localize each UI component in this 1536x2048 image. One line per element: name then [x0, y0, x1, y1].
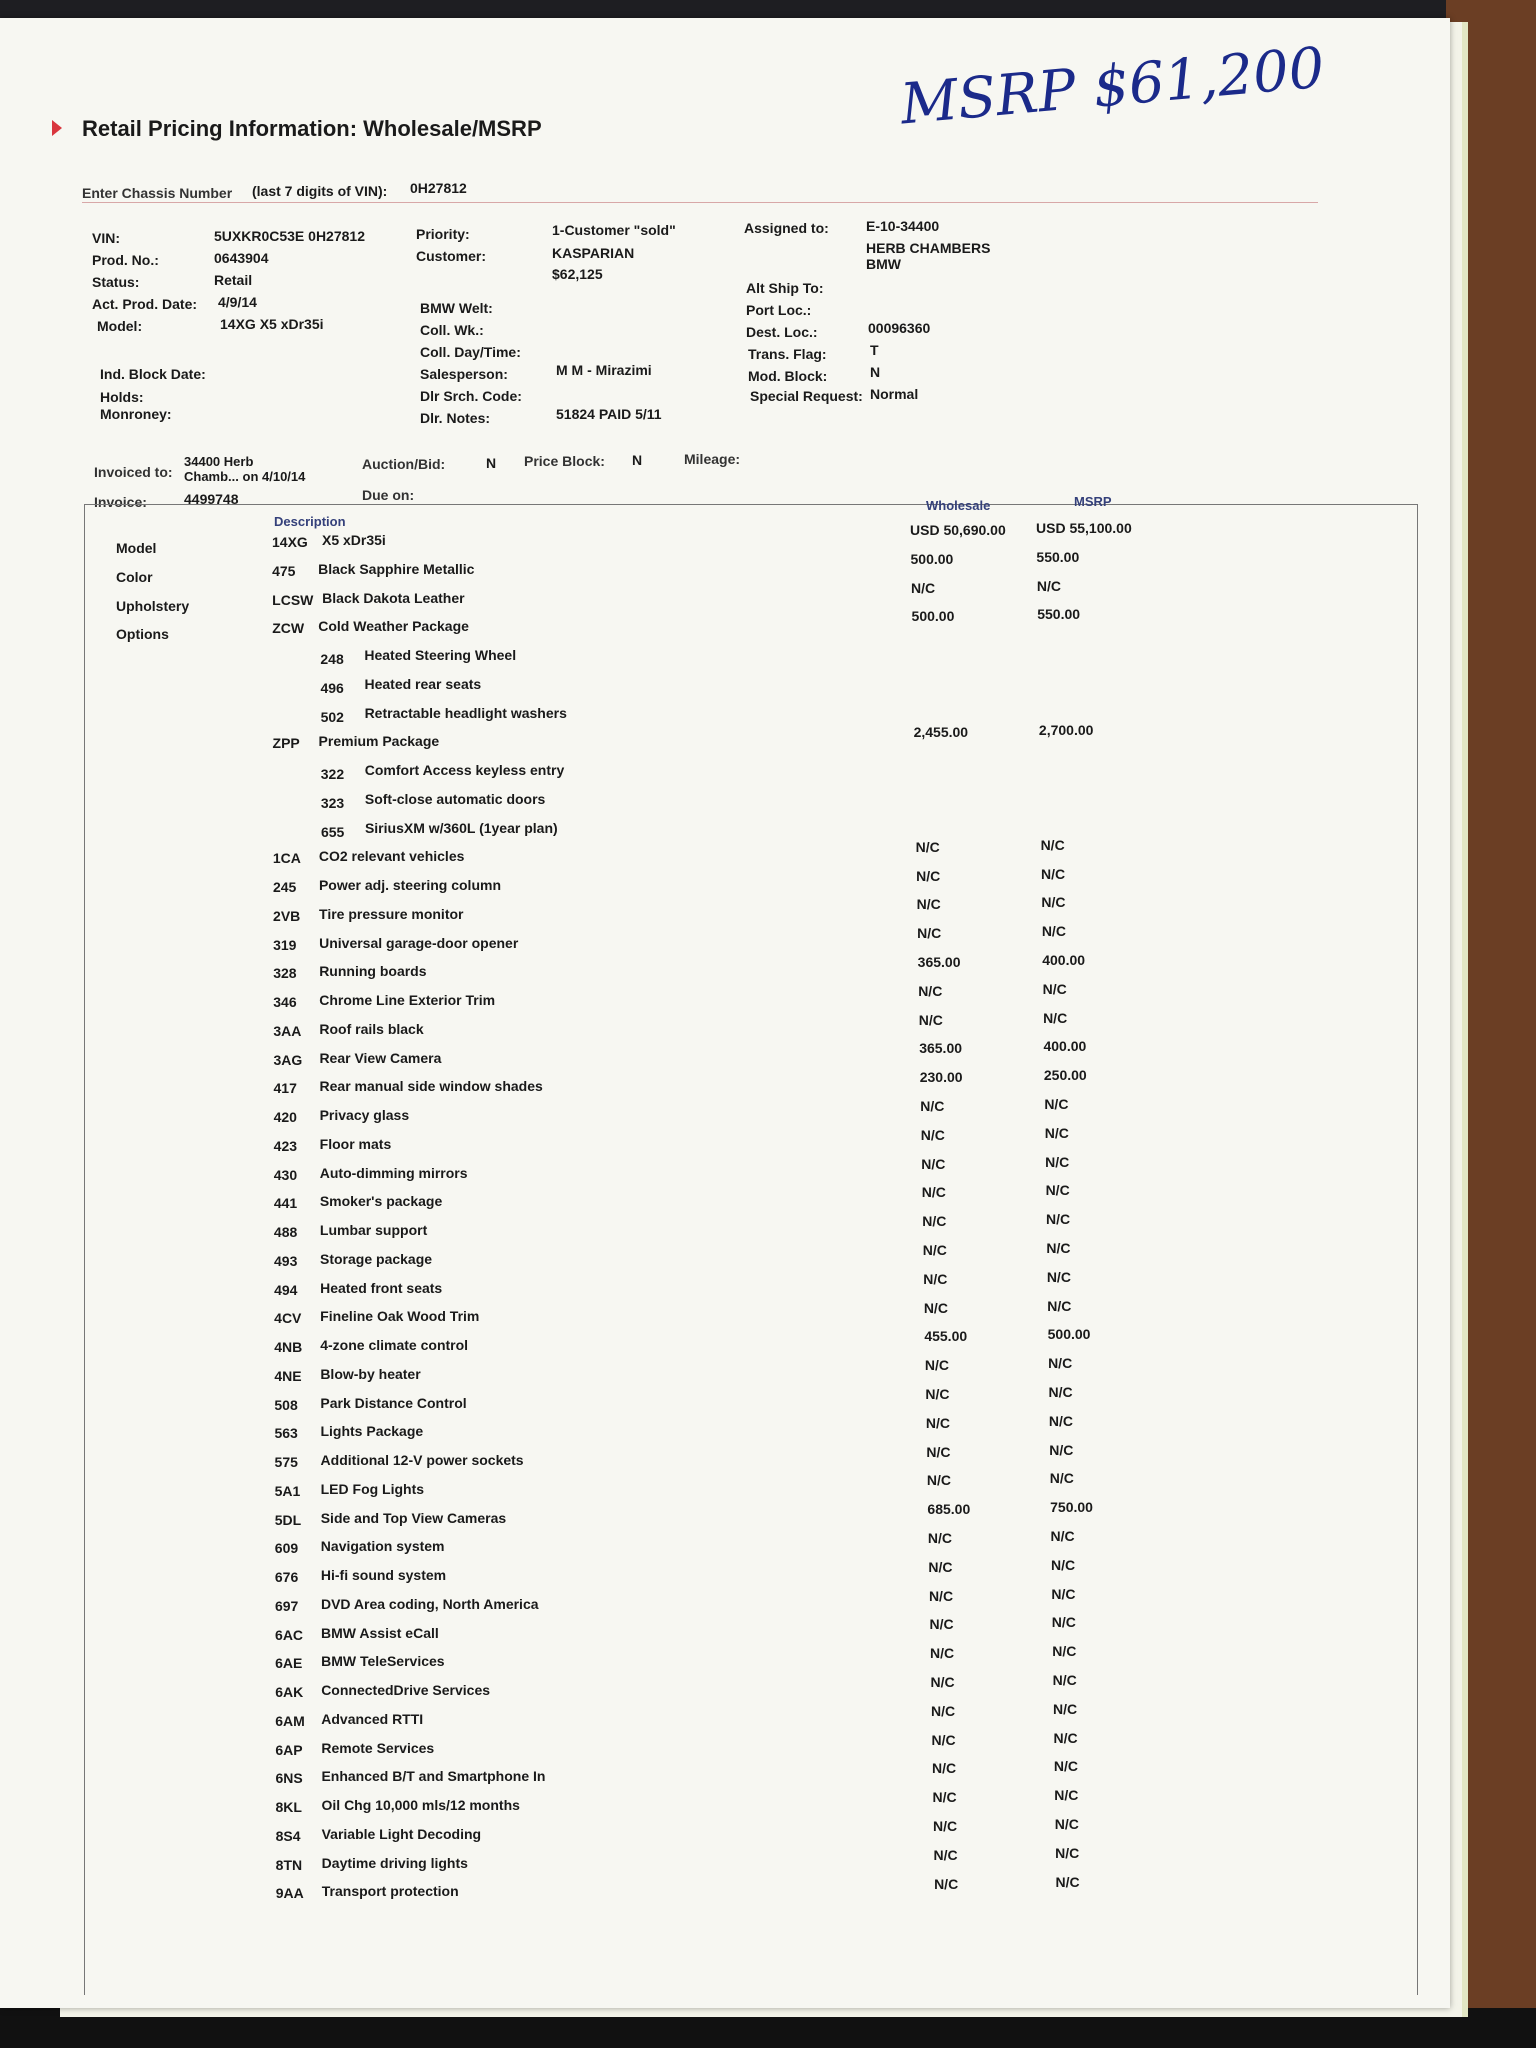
row-msrp-value: 550.00 [1037, 606, 1081, 623]
model-value: 14XG X5 xDr35i [220, 316, 324, 332]
row-option-code: LCSW [272, 591, 314, 608]
row-msrp-value: N/C [1045, 1153, 1070, 1170]
row-description: Heated Steering Wheel [364, 647, 517, 663]
row-description: Comfort Access keyless entry [364, 762, 565, 778]
row-wholesale-value: N/C [932, 1789, 957, 1806]
row-option-code: 563 [274, 1425, 298, 1442]
row-wholesale-value: N/C [921, 1184, 946, 1201]
row-wholesale-value: N/C [917, 925, 942, 942]
row-category: Color [116, 568, 153, 585]
row-msrp-value: N/C [1041, 923, 1066, 940]
dlr-notes-value: 51824 PAID 5/11 [556, 406, 662, 422]
row-wholesale-value: N/C [918, 1011, 943, 1028]
row-wholesale-value: N/C [929, 1645, 955, 1662]
dlr-notes-label: Dlr. Notes: [420, 410, 491, 426]
row-description: Roof rails black [319, 1020, 424, 1037]
row-msrp-value: N/C [1048, 1384, 1073, 1400]
row-wholesale-value: N/C [928, 1558, 953, 1575]
row-msrp-value: N/C [1053, 1700, 1078, 1717]
assigned-line-1: E-10-34400 [866, 218, 940, 234]
row-wholesale-value: N/C [915, 838, 940, 855]
row-option-code: 8KL [275, 1799, 302, 1815]
row-msrp-value: N/C [1048, 1355, 1073, 1372]
row-option-code: 4CV [274, 1310, 302, 1327]
row-description: CO2 relevant vehicles [318, 848, 465, 865]
row-description: Heated rear seats [364, 675, 482, 692]
coll-wk-label: Coll. Wk.: [420, 322, 484, 338]
row-description: Transport protection [321, 1883, 459, 1900]
row-msrp-value: N/C [1049, 1441, 1074, 1458]
status-label: Status: [92, 274, 140, 290]
priority-label: Priority: [416, 226, 470, 242]
row-wholesale-value: N/C [929, 1616, 954, 1633]
red-arrow-icon [52, 120, 62, 136]
row-description: X5 xDr35i [322, 532, 386, 548]
row-description: Premium Package [318, 733, 440, 750]
row-msrp-value: 2,700.00 [1038, 721, 1094, 738]
header-divider [82, 202, 1318, 203]
row-wholesale-value: 500.00 [910, 550, 954, 567]
col-header-msrp: MSRP [1074, 494, 1112, 509]
salesperson-label: Salesperson: [420, 366, 508, 382]
row-description: Heated front seats [320, 1279, 443, 1296]
row-option-code: 417 [273, 1080, 297, 1097]
row-msrp-value: 500.00 [1047, 1326, 1091, 1343]
trans-flag-value: T [870, 342, 879, 358]
port-loc-label: Port Loc.: [746, 302, 812, 318]
row-description: BMW Assist eCall [321, 1624, 439, 1641]
row-description: Black Sapphire Metallic [318, 560, 475, 577]
row-msrp-value: N/C [1044, 1124, 1069, 1141]
row-category: Model [116, 540, 157, 556]
prod-label: Prod. No.: [92, 252, 159, 268]
row-msrp-value: N/C [1051, 1614, 1076, 1631]
row-msrp-value: N/C [1052, 1643, 1077, 1660]
salesperson-value: M M - Mirazimi [556, 362, 652, 378]
row-wholesale-value: N/C [923, 1270, 948, 1287]
status-value: Retail [214, 272, 253, 288]
row-description: DVD Area coding, North America [320, 1595, 539, 1612]
row-description: Variable Light Decoding [321, 1825, 482, 1842]
row-description: Enhanced B/T and Smartphone In [321, 1768, 546, 1785]
price-block-value: N [632, 452, 643, 468]
col-header-description: Description [274, 514, 346, 529]
row-option-code: 3AG [273, 1051, 303, 1068]
row-option-code: 441 [273, 1195, 298, 1212]
act-prod-date-value: 4/9/14 [218, 294, 257, 310]
mod-block-value: N [870, 364, 881, 380]
row-msrp-value: N/C [1048, 1412, 1074, 1429]
row-wholesale-value: 2,455.00 [913, 723, 969, 740]
holds-label: Holds: [100, 389, 144, 405]
row-description: Oil Chg 10,000 mls/12 months [321, 1797, 520, 1813]
auction-bid-label: Auction/Bid: [362, 456, 446, 472]
row-option-code: 6NS [275, 1770, 303, 1787]
assigned-line-3: BMW [866, 256, 901, 272]
row-option-code: 575 [274, 1454, 298, 1470]
row-description: Floor mats [319, 1135, 392, 1152]
row-wholesale-value: N/C [924, 1357, 949, 1374]
row-wholesale-value: N/C [933, 1846, 958, 1863]
ind-block-date-label: Ind. Block Date: [100, 366, 206, 382]
row-msrp-value: N/C [1050, 1528, 1075, 1544]
special-request-value: Normal [870, 386, 919, 402]
special-request-label: Special Request: [750, 388, 863, 404]
row-description: Power adj. steering column [318, 877, 501, 893]
row-option-code: 6AE [275, 1655, 303, 1672]
row-option-code: 676 [274, 1569, 299, 1585]
row-wholesale-value: N/C [920, 1098, 945, 1114]
row-wholesale-value: N/C [925, 1414, 950, 1431]
row-description: Tire pressure monitor [319, 905, 464, 922]
row-option-code: 2VB [273, 907, 301, 924]
row-option-code: 14XG [272, 534, 308, 550]
row-option-code: 346 [273, 994, 297, 1010]
row-description: Privacy glass [319, 1107, 410, 1123]
dest-loc-label: Dest. Loc.: [746, 324, 818, 340]
row-msrp-value: 250.00 [1043, 1067, 1087, 1084]
row-option-code: 8TN [275, 1856, 303, 1873]
row-description: Lumbar support [319, 1222, 428, 1238]
row-option-code: ZPP [272, 735, 300, 752]
row-description: SiriusXM w/360L (1year plan) [364, 819, 558, 836]
row-msrp-value: N/C [1054, 1816, 1079, 1832]
trans-flag-label: Trans. Flag: [748, 346, 827, 362]
chassis-value: 0H27812 [410, 180, 467, 196]
row-msrp-value: N/C [1046, 1240, 1071, 1256]
row-msrp-value: N/C [1049, 1470, 1074, 1487]
row-description: Black Dakota Leather [322, 589, 465, 606]
row-option-code: 697 [274, 1597, 299, 1614]
row-msrp-value: N/C [1043, 1009, 1068, 1026]
row-wholesale-value: 230.00 [919, 1069, 963, 1086]
row-wholesale-value: N/C [921, 1155, 946, 1172]
row-option-code: 423 [273, 1137, 298, 1154]
row-description: Cold Weather Package [318, 618, 469, 635]
row-wholesale-value: N/C [926, 1443, 951, 1460]
dest-loc-value: 00096360 [868, 320, 931, 336]
row-option-code: 5DL [274, 1511, 302, 1528]
model-label: Model: [97, 318, 143, 334]
row-option-code: 5A1 [274, 1482, 301, 1499]
customer-label: Customer: [416, 248, 487, 264]
assigned-line-2: HERB CHAMBERS [866, 240, 991, 256]
row-option-code: 328 [273, 965, 297, 982]
row-wholesale-value: N/C [916, 896, 941, 913]
row-wholesale-value: N/C [933, 1818, 958, 1834]
row-msrp-value: N/C [1042, 980, 1067, 997]
row-option-code: 248 [320, 651, 344, 667]
row-option-code: 502 [320, 708, 344, 725]
customer-value: KASPARIAN [552, 245, 635, 261]
row-msrp-value: N/C [1053, 1729, 1078, 1746]
row-option-code: 508 [274, 1396, 298, 1413]
prod-value: 0643904 [214, 250, 269, 266]
row-msrp-value: N/C [1045, 1211, 1071, 1228]
row-wholesale-value: N/C [930, 1674, 955, 1690]
row-msrp-value: 550.00 [1036, 548, 1080, 565]
row-msrp-value: N/C [1055, 1873, 1080, 1890]
row-msrp-value: N/C [1041, 894, 1066, 911]
row-wholesale-value: N/C [922, 1213, 947, 1230]
row-description: Universal garage-door opener [319, 934, 519, 951]
col-header-wholesale: Wholesale [926, 498, 991, 513]
row-msrp-value: N/C [1047, 1297, 1072, 1314]
row-category: Options [116, 626, 169, 643]
row-description: Retractable headlight washers [364, 704, 567, 721]
row-option-code: 6AC [275, 1626, 304, 1643]
document-page [0, 18, 1450, 2008]
row-wholesale-value: 500.00 [911, 608, 955, 625]
row-msrp-value: N/C [1055, 1844, 1080, 1861]
row-option-code: 245 [272, 879, 297, 895]
row-option-code: 4NE [274, 1367, 302, 1384]
row-wholesale-value: N/C [930, 1702, 956, 1719]
row-description: Storage package [320, 1250, 433, 1267]
row-option-code: 475 [272, 562, 296, 579]
auction-bid-value: N [486, 455, 497, 471]
row-description: Advanced RTTI [321, 1710, 424, 1727]
row-option-code: 430 [273, 1166, 298, 1183]
row-option-code: ZCW [272, 620, 305, 637]
row-wholesale-value: N/C [922, 1242, 947, 1258]
row-msrp-value: N/C [1045, 1182, 1070, 1199]
customer-amount: $62,125 [552, 266, 603, 282]
row-description: Daytime driving lights [321, 1854, 468, 1871]
row-wholesale-value: N/C [925, 1386, 950, 1402]
row-description: 4-zone climate control [320, 1337, 469, 1353]
row-option-code: 323 [320, 794, 345, 811]
invoice-value: 4499748 [184, 491, 239, 507]
row-description: Park Distance Control [320, 1394, 467, 1411]
row-description: Remote Services [321, 1739, 435, 1756]
row-option-code: 609 [274, 1540, 299, 1557]
row-wholesale-value: 365.00 [917, 954, 961, 970]
row-option-code: 655 [320, 823, 345, 840]
row-description: Auto-dimming mirrors [319, 1164, 468, 1181]
row-wholesale-value: 455.00 [924, 1328, 968, 1345]
due-on-label: Due on: [362, 487, 415, 503]
row-description: Additional 12-V power sockets [320, 1452, 524, 1468]
handwritten-msrp-note: MSRP $61,200 [897, 35, 1327, 138]
row-description: Side and Top View Cameras [320, 1509, 507, 1526]
row-option-code: 6AP [275, 1741, 303, 1758]
row-option-code: 4NB [274, 1339, 303, 1355]
row-description: Running boards [319, 963, 427, 980]
chassis-hint: (last 7 digits of VIN): [252, 183, 388, 199]
row-msrp-value: N/C [1050, 1556, 1076, 1573]
act-prod-date-label: Act. Prod. Date: [92, 296, 198, 312]
row-msrp-value: N/C [1053, 1758, 1078, 1775]
row-option-code: 322 [320, 766, 345, 782]
row-option-code: 496 [320, 679, 344, 696]
row-option-code: 488 [273, 1224, 298, 1240]
row-msrp-value: USD 55,100.00 [1036, 520, 1132, 536]
row-msrp-value: N/C [1040, 865, 1066, 882]
row-description: Lights Package [320, 1423, 424, 1440]
row-wholesale-value: N/C [932, 1760, 957, 1777]
vin-value: 5UXKR0C53E 0H27812 [214, 228, 365, 244]
row-description: ConnectedDrive Services [321, 1682, 491, 1698]
row-description: Soft-close automatic doors [364, 790, 546, 807]
row-msrp-value: N/C [1052, 1672, 1077, 1688]
row-msrp-value: N/C [1044, 1096, 1069, 1112]
invoiced-to-line-2: Chamb... on 4/10/14 [184, 469, 306, 484]
dlr-srch-code-label: Dlr Srch. Code: [420, 388, 522, 404]
invoice-label: Invoice: [94, 494, 147, 510]
bmw-welt-label: BMW Welt: [420, 300, 493, 316]
row-description: Navigation system [320, 1538, 445, 1555]
row-option-code: 9AA [275, 1885, 304, 1902]
row-option-code: 493 [274, 1252, 298, 1269]
row-option-code: 420 [273, 1109, 297, 1125]
priority-value: 1-Customer "sold" [552, 222, 676, 238]
mileage-label: Mileage: [684, 451, 741, 467]
row-option-code: 494 [274, 1281, 298, 1298]
row-msrp-value: 750.00 [1050, 1499, 1093, 1516]
row-wholesale-value: N/C [926, 1472, 952, 1489]
row-wholesale-value: USD 50,690.00 [910, 522, 1006, 538]
row-msrp-value: 400.00 [1043, 1038, 1087, 1055]
row-description: Chrome Line Exterior Trim [319, 992, 496, 1008]
row-description: Fineline Oak Wood Trim [320, 1308, 480, 1325]
monroney-label: Monroney: [100, 406, 172, 422]
row-msrp-value: N/C [1054, 1787, 1079, 1804]
row-wholesale-value: 685.00 [927, 1501, 971, 1518]
row-wholesale-value: N/C [934, 1875, 959, 1892]
row-description: Rear View Camera [319, 1049, 442, 1066]
row-wholesale-value: N/C [931, 1731, 956, 1748]
row-wholesale-value: N/C [927, 1530, 953, 1546]
row-option-code: 6AK [275, 1684, 304, 1700]
row-wholesale-value: N/C [928, 1587, 954, 1604]
row-option-code: 6AM [275, 1712, 305, 1729]
row-option-code: 1CA [272, 850, 301, 867]
invoiced-to-label: Invoiced to: [94, 464, 173, 480]
assigned-label: Assigned to: [744, 220, 829, 236]
row-option-code: 8S4 [275, 1827, 301, 1844]
invoiced-to-line-1: 34400 Herb [184, 454, 254, 469]
row-description: Smoker's package [319, 1193, 443, 1210]
row-msrp-value: N/C [1046, 1268, 1071, 1285]
row-description: LED Fog Lights [320, 1480, 425, 1497]
chassis-label: Enter Chassis Number [82, 185, 233, 201]
row-msrp-value: 400.00 [1042, 952, 1086, 968]
page-title: Retail Pricing Information: Wholesale/MSRP [82, 116, 542, 141]
mod-block-label: Mod. Block: [748, 368, 828, 384]
row-description: BMW TeleServices [321, 1653, 445, 1670]
row-wholesale-value: N/C [923, 1299, 948, 1316]
row-wholesale-value: N/C [920, 1126, 945, 1143]
row-description: Hi-fi sound system [320, 1567, 447, 1583]
row-category: Upholstery [116, 597, 190, 614]
row-msrp-value: N/C [1036, 577, 1061, 594]
row-description: Rear manual side window shades [319, 1078, 543, 1095]
row-msrp-value: N/C [1051, 1585, 1076, 1602]
row-wholesale-value: 365.00 [919, 1040, 963, 1057]
price-block-label: Price Block: [524, 453, 605, 469]
alt-ship-label: Alt Ship To: [746, 280, 824, 296]
row-wholesale-value: N/C [916, 867, 941, 884]
row-msrp-value: N/C [1040, 836, 1065, 853]
row-wholesale-value: N/C [918, 982, 943, 999]
coll-day-label: Coll. Day/Time: [420, 344, 521, 360]
row-wholesale-value: N/C [911, 579, 936, 596]
row-option-code: 319 [273, 936, 297, 953]
vin-label: VIN: [92, 230, 120, 246]
row-option-code: 3AA [273, 1022, 302, 1039]
row-description: Blow-by heater [320, 1365, 421, 1382]
